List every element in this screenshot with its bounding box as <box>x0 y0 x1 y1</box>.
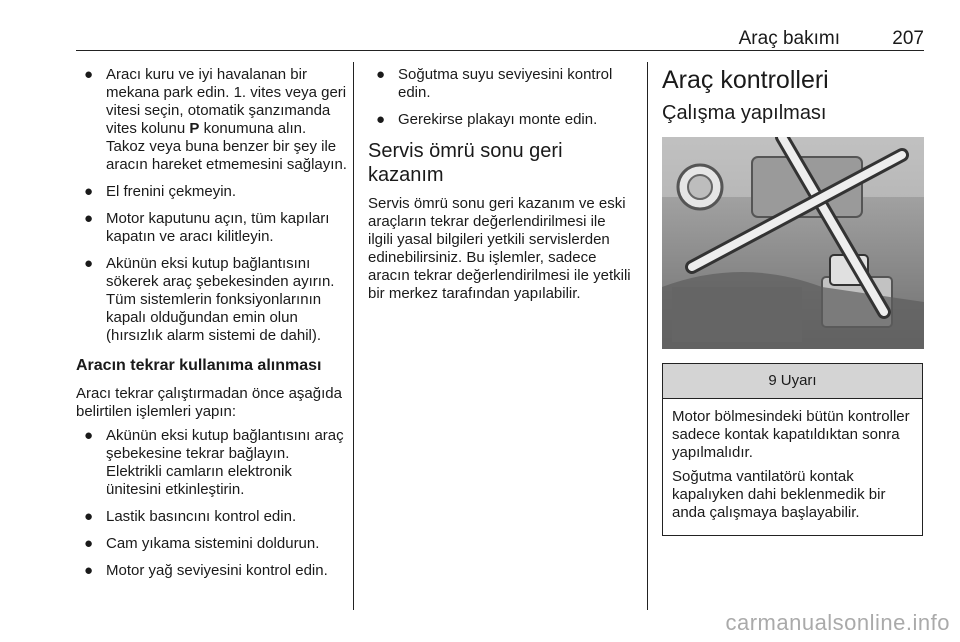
column-2 <box>368 66 634 309</box>
list-item <box>368 66 634 102</box>
bullet-icon: ● <box>84 562 94 579</box>
section-intro: Aracı tekrar çalıştırmadan önce aşağıda belirtilen işlemleri yapın: <box>76 385 342 420</box>
bullet-icon: ● <box>84 183 94 200</box>
header-rule <box>76 50 924 51</box>
list-item <box>76 508 348 526</box>
bullet-icon: ● <box>84 66 94 83</box>
header-title: Araç bakımı <box>738 28 840 49</box>
bullet-text-tail: konumuna alın. Takoz veya buna benzer bir şey ile aracın hareket etmemesini sağlayın. <box>106 120 347 173</box>
list-item <box>76 255 348 345</box>
bullet-icon: ● <box>84 210 94 227</box>
warning-icon: 9 <box>768 372 777 389</box>
warning-paragraph-1: Motor bölmesindeki bütün kontroller sadece kontak kapatıldıktan sonra yapılmalıdır. <box>672 408 910 461</box>
page-number: 207 <box>892 28 924 49</box>
page-header <box>76 28 924 50</box>
bullet-text: Cam yıkama sistemini doldurun. <box>106 535 320 552</box>
bullet-text: Aracı kuru ve iyi havalanan bir mekana park edin. 1. vites veya geri vitesi seçin, otomatik şanzımanda vites kolunu <box>106 66 347 137</box>
warning-box <box>662 363 923 536</box>
section-heading: Çalışma yapılması <box>662 102 827 124</box>
bullet-text: Soğutma suyu seviyesini kontrol edin. <box>398 66 613 101</box>
bullet-text: El frenini çekmeyin. <box>106 183 237 200</box>
bullet-icon: ● <box>376 66 386 83</box>
bullet-text: Akünün eksi kutup bağlantısını araç şebekesine tekrar bağlayın. Elektrikli camların elektronik ünitesini etkinleştirin. <box>106 427 344 498</box>
engine-bay-photo <box>662 137 924 349</box>
column-divider-2 <box>647 62 648 610</box>
bullet-icon: ● <box>376 111 386 128</box>
list-item <box>76 535 348 553</box>
bullet-icon: ● <box>84 508 94 525</box>
watermark: carmanualsonline.info <box>725 610 950 635</box>
warning-paragraph-2: Soğutma vantilatörü kontak kapalıyken dahi beklenmedik bir anda çalışmaya başlayabilir. <box>672 468 886 521</box>
chapter-heading: Araç kontrolleri <box>662 66 829 94</box>
bullet-list-top <box>76 66 348 345</box>
bullet-list <box>368 66 634 129</box>
bullet-text: Motor yağ seviyesini kontrol edin. <box>106 562 328 579</box>
bullet-text: Gerekirse plakayı monte edin. <box>398 111 598 128</box>
list-item <box>76 183 348 201</box>
list-item <box>76 210 348 246</box>
column-1 <box>76 66 348 589</box>
gear-position-label: P <box>189 120 200 137</box>
warning-body <box>663 399 922 535</box>
bullet-icon: ● <box>84 255 94 272</box>
list-item <box>76 562 348 580</box>
section-heading: Aracın tekrar kullanıma alınması <box>76 357 322 374</box>
engine-bay-illustration <box>662 137 924 349</box>
bullet-text: Akünün eksi kutup bağlantısını sökerek araç şebekesinden ayırın. Tüm sistemlerin fonksiyonlarının kapalı olduğundan emin olun (hırsızlık alarm sistemi de dahil). <box>106 255 335 344</box>
list-item <box>76 427 348 499</box>
bullet-text: Lastik basıncını kontrol edin. <box>106 508 297 525</box>
section-heading: Servis ömrü sonu geri kazanım <box>368 140 563 186</box>
list-item <box>76 66 348 174</box>
bullet-icon: ● <box>84 427 94 444</box>
bullet-text: Motor kaputunu açın, tüm kapıları kapatın ve aracı kilitleyin. <box>106 210 330 245</box>
paragraph: Servis ömrü sonu geri kazanım ve eski araçların tekrar değerlendirilmesi ile ilgili yasal bilgileri yetkili servislerden edinebilirsiniz. Bu işlemler, sadece aracın tekrar değerlendirilmesi ile yetkili bir merkez tarafından yapılabilir. <box>368 195 631 302</box>
list-item <box>368 111 634 129</box>
column-3 <box>662 66 924 536</box>
column-divider-1 <box>353 62 354 610</box>
warning-header <box>663 364 922 399</box>
warning-title: Uyarı <box>780 372 817 389</box>
bullet-icon: ● <box>84 535 94 552</box>
bullet-list-bottom <box>76 427 348 580</box>
